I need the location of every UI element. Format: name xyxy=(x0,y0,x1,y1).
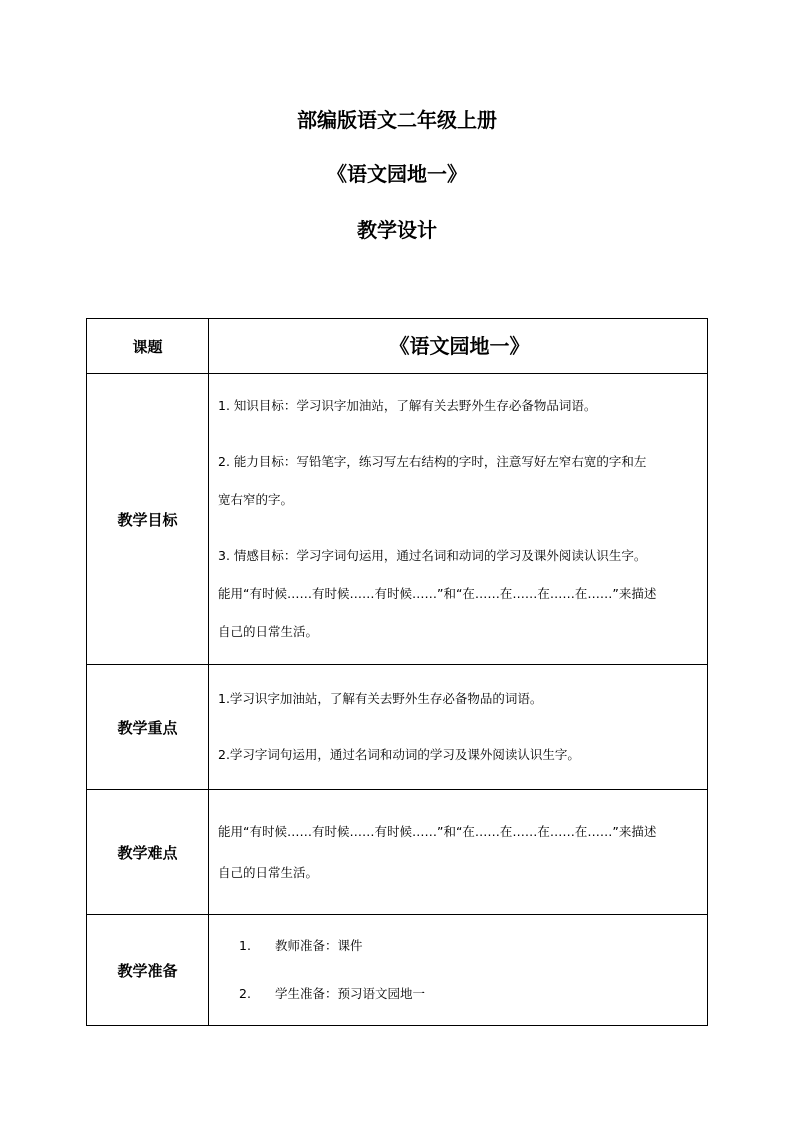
goal-line: 能用“有时候……有时候……有时候……”和“在……在……在……在……”来描述 xyxy=(218,586,657,601)
preparation-label: 教学准备 xyxy=(87,915,209,1026)
lesson-title: 《语文园地一》 xyxy=(327,162,467,186)
list-number: 2. xyxy=(239,986,251,1001)
topic-cell xyxy=(209,319,708,374)
list-item xyxy=(218,984,701,1004)
preparation-cell xyxy=(209,915,708,1026)
lesson-plan-table xyxy=(86,318,708,1026)
key-point-line: 2.学习字词句运用，通过名词和动词的学习及课外阅读认识生字。 xyxy=(218,747,580,762)
goal-line: 3. 情感目标：学习字词句运用，通过名词和动词的学习及课外阅读认识生字。 xyxy=(218,548,647,563)
list-number: 1. xyxy=(239,938,251,953)
goal-line: 1. 知识目标：学习识字加油站，了解有关去野外生存必备物品词语。 xyxy=(218,398,597,413)
table-row-topic xyxy=(87,319,708,374)
table-row-key-points xyxy=(87,665,708,790)
goals-cell xyxy=(209,374,708,665)
topic-label: 课题 xyxy=(87,319,209,374)
goal-line: 宽右窄的字。 xyxy=(218,492,294,507)
goal-line: 2. 能力目标：写铅笔字，练习写左右结构的字时，注意写好左窄右宽的字和左 xyxy=(218,454,647,469)
difficulty-line: 能用“有时候……有时候……有时候……”和“在……在……在……在……”来描述 xyxy=(218,823,657,839)
key-points-label: 教学重点 xyxy=(87,665,209,790)
difficulties-cell xyxy=(209,790,708,915)
goals-label: 教学目标 xyxy=(87,374,209,665)
document-subtitle: 教学设计 xyxy=(357,218,437,242)
difficulties-label: 教学难点 xyxy=(87,790,209,915)
key-points-cell xyxy=(209,665,708,790)
list-item xyxy=(218,936,701,956)
table-row-goals xyxy=(87,374,708,665)
document-title: 部编版语文二年级上册 xyxy=(297,108,497,132)
difficulty-line: 自己的日常生活。 xyxy=(218,864,319,880)
table-row-difficulties xyxy=(87,790,708,915)
list-item-text: 教师准备：课件 xyxy=(275,938,363,953)
key-point-line: 1.学习识字加油站，了解有关去野外生存必备物品的词语。 xyxy=(218,691,543,706)
list-item-text: 学生准备：预习语文园地一 xyxy=(275,986,426,1001)
table-row-preparation xyxy=(87,915,708,1026)
topic-value: 《语文园地一》 xyxy=(389,334,530,358)
goal-line: 自己的日常生活。 xyxy=(218,624,319,639)
